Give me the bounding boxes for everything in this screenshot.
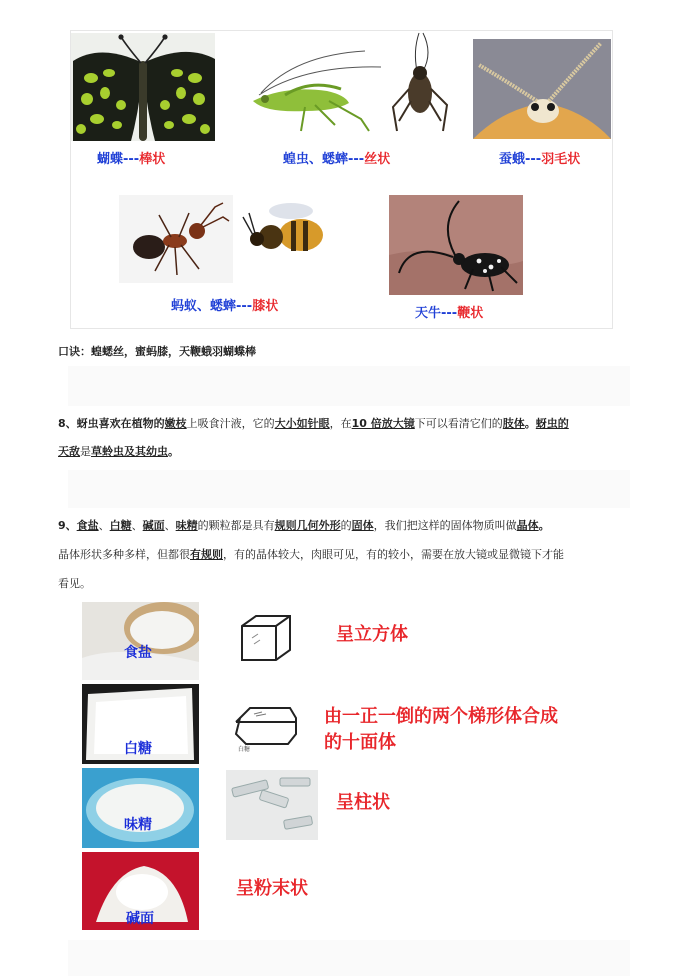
- question-9-line-2: 晶体形状多种多样，但都很有规则，有的晶体较大，肉眼可见，有的较小，需要在放大镜或显微镜下才能: [58, 548, 564, 561]
- silkmoth-photo: [473, 39, 611, 139]
- mnemonic: 口诀：蝗蟋丝，蜜蚂膝，天鞭蛾羽蝴蝶棒: [58, 345, 256, 358]
- longhorn-beetle-photo: [389, 195, 523, 295]
- caption-longhorn-beetle: 天牛---鞭状: [415, 306, 484, 321]
- caption-ant-cricket: 蚂蚁、蟋蟀---膝状: [171, 299, 279, 314]
- sugar-label: 白糖: [124, 741, 152, 757]
- question-8-line-2: 天敌是草蛉虫及其幼虫。: [58, 445, 179, 458]
- salt-photo: [82, 602, 199, 680]
- bee-photo: [239, 191, 333, 275]
- soda-label: 碱面: [126, 911, 154, 927]
- ant-photo: [119, 195, 233, 283]
- shade-block-2: [68, 470, 630, 508]
- sugar-shape-line-2: 的十面体: [324, 732, 396, 753]
- sugar-sketch-label: 白糖: [238, 746, 251, 753]
- msg-shape-text: 呈柱状: [336, 792, 390, 813]
- soda-photo: [82, 852, 199, 930]
- msg-photo: [82, 768, 199, 848]
- columnar-crystal-photo: [226, 770, 318, 840]
- question-9-line-1: 9、食盐、白糖、碱面、味精的颗粒都是具有规则几何外形的固体，我们把这样的固体物质叫做晶体。: [58, 519, 550, 532]
- grasshopper-photo: [245, 45, 383, 135]
- crystal-shapes-figure: [80, 602, 600, 934]
- decahedron-sketch: [232, 704, 300, 754]
- caption-silkmoth: 蚕蛾---羽毛状: [499, 152, 581, 167]
- caption-butterfly: 蝴蝶---棒状: [97, 152, 166, 167]
- shade-block-3: [68, 940, 630, 976]
- msg-label: 味精: [124, 817, 152, 833]
- butterfly-photo: [71, 33, 215, 141]
- salt-label: 食盐: [124, 645, 152, 661]
- sugar-shape-text: [324, 704, 558, 756]
- question-9-line-3: 看见。: [58, 577, 91, 590]
- soda-shape-text: 呈粉末状: [236, 878, 308, 899]
- caption-grasshopper-cricket: 蝗虫、蟋蟀---丝状: [283, 152, 391, 167]
- sugar-photo: [82, 684, 199, 764]
- shade-block-1: [68, 366, 630, 406]
- cricket-photo: [389, 31, 451, 137]
- cube-sketch: [238, 612, 294, 664]
- insect-antenna-figure: [70, 30, 613, 329]
- sugar-shape-line-1: 由一正一倒的两个梯形体合成: [324, 706, 558, 727]
- salt-shape-text: 呈立方体: [336, 624, 408, 645]
- question-8-line-1: 8、蚜虫喜欢在植物的嫩枝上吸食汁液，它的大小如针眼，在10 倍放大镜下可以看清它们的肢体。蚜虫的: [58, 417, 569, 430]
